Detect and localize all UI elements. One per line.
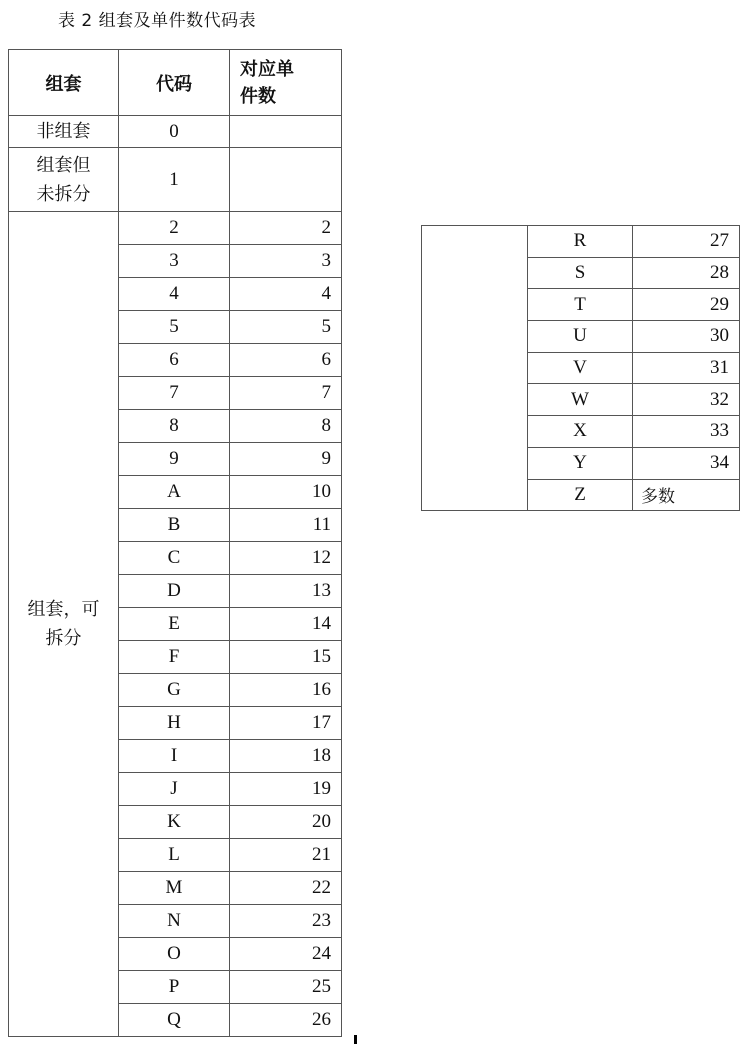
count-cell: 30 bbox=[633, 321, 740, 353]
count-cell: 17 bbox=[230, 707, 342, 740]
count-cell: 13 bbox=[230, 575, 342, 608]
count-cell: 34 bbox=[633, 447, 740, 479]
count-cell: 25 bbox=[230, 971, 342, 1004]
group-set-unsplit: 组套但 未拆分 bbox=[9, 148, 119, 212]
code-cell: 0 bbox=[119, 116, 230, 148]
code-cell: 7 bbox=[119, 377, 230, 410]
code-cell: L bbox=[119, 839, 230, 872]
code-cell: 3 bbox=[119, 245, 230, 278]
table-row bbox=[9, 116, 342, 148]
count-cell: 2 bbox=[230, 212, 342, 245]
code-cell: V bbox=[528, 352, 633, 384]
table-row bbox=[9, 148, 342, 212]
code-cell: X bbox=[528, 416, 633, 448]
count-cell: 32 bbox=[633, 384, 740, 416]
code-cell: J bbox=[119, 773, 230, 806]
table-header-row bbox=[9, 50, 342, 116]
table-caption: 表 2 组套及单件数代码表 bbox=[58, 11, 257, 31]
code-cell: T bbox=[528, 289, 633, 321]
count-cell: 多数 bbox=[633, 479, 740, 511]
table-row bbox=[422, 226, 740, 258]
code-cell: N bbox=[119, 905, 230, 938]
count-cell: 18 bbox=[230, 740, 342, 773]
code-cell: 1 bbox=[119, 148, 230, 212]
code-table-continued bbox=[421, 225, 740, 511]
code-cell: 5 bbox=[119, 311, 230, 344]
page-mark bbox=[354, 1035, 357, 1044]
code-cell: D bbox=[119, 575, 230, 608]
count-cell: 20 bbox=[230, 806, 342, 839]
code-cell: W bbox=[528, 384, 633, 416]
count-cell: 14 bbox=[230, 608, 342, 641]
code-cell: B bbox=[119, 509, 230, 542]
code-cell: P bbox=[119, 971, 230, 1004]
header-group: 组套 bbox=[9, 50, 119, 116]
count-cell: 10 bbox=[230, 476, 342, 509]
count-cell: 21 bbox=[230, 839, 342, 872]
count-cell: 33 bbox=[633, 416, 740, 448]
table-row bbox=[9, 212, 342, 245]
code-cell: F bbox=[119, 641, 230, 674]
count-cell bbox=[230, 116, 342, 148]
count-cell: 8 bbox=[230, 410, 342, 443]
code-cell: S bbox=[528, 257, 633, 289]
code-cell: O bbox=[119, 938, 230, 971]
count-cell: 11 bbox=[230, 509, 342, 542]
code-cell: M bbox=[119, 872, 230, 905]
count-cell: 24 bbox=[230, 938, 342, 971]
count-cell: 6 bbox=[230, 344, 342, 377]
code-cell: H bbox=[119, 707, 230, 740]
count-cell: 26 bbox=[230, 1004, 342, 1037]
code-table bbox=[8, 49, 342, 1037]
code-cell: 6 bbox=[119, 344, 230, 377]
code-cell: 2 bbox=[119, 212, 230, 245]
count-cell: 12 bbox=[230, 542, 342, 575]
count-cell: 16 bbox=[230, 674, 342, 707]
code-cell: A bbox=[119, 476, 230, 509]
group-non-set: 非组套 bbox=[9, 116, 119, 148]
code-cell: U bbox=[528, 321, 633, 353]
count-cell: 15 bbox=[230, 641, 342, 674]
count-cell: 19 bbox=[230, 773, 342, 806]
count-cell: 4 bbox=[230, 278, 342, 311]
count-cell: 3 bbox=[230, 245, 342, 278]
count-cell: 29 bbox=[633, 289, 740, 321]
code-cell: 8 bbox=[119, 410, 230, 443]
code-cell: C bbox=[119, 542, 230, 575]
code-cell: 9 bbox=[119, 443, 230, 476]
code-cell: I bbox=[119, 740, 230, 773]
code-cell: 4 bbox=[119, 278, 230, 311]
count-cell: 28 bbox=[633, 257, 740, 289]
count-cell: 7 bbox=[230, 377, 342, 410]
header-code: 代码 bbox=[119, 50, 230, 116]
code-cell: Z bbox=[528, 479, 633, 511]
code-cell: G bbox=[119, 674, 230, 707]
code-cell: Y bbox=[528, 447, 633, 479]
count-cell: 9 bbox=[230, 443, 342, 476]
group-set-splittable: 组套，可 拆分 bbox=[9, 212, 119, 1037]
code-cell: Q bbox=[119, 1004, 230, 1037]
count-cell bbox=[230, 148, 342, 212]
header-count: 对应单 件数 bbox=[230, 50, 342, 116]
code-cell: E bbox=[119, 608, 230, 641]
count-cell: 31 bbox=[633, 352, 740, 384]
count-cell: 23 bbox=[230, 905, 342, 938]
code-cell: K bbox=[119, 806, 230, 839]
count-cell: 27 bbox=[633, 226, 740, 258]
count-cell: 22 bbox=[230, 872, 342, 905]
group-continued-empty bbox=[422, 226, 528, 511]
count-cell: 5 bbox=[230, 311, 342, 344]
code-cell: R bbox=[528, 226, 633, 258]
